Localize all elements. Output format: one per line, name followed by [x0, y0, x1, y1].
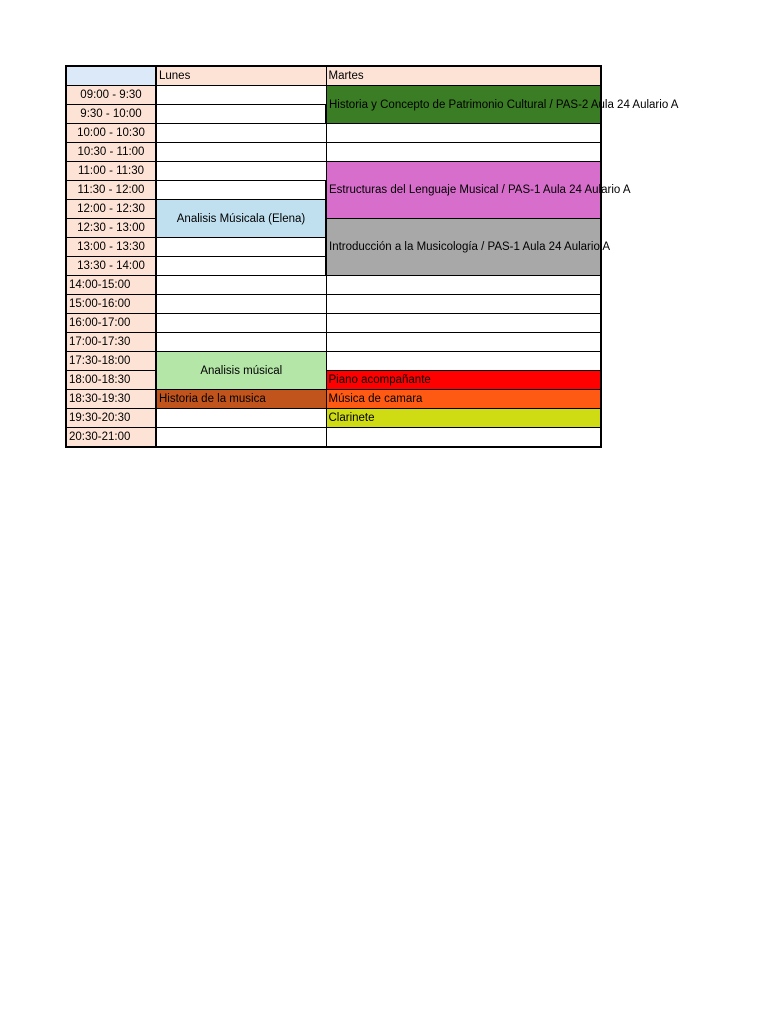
- lunes-cell[interactable]: [156, 143, 326, 162]
- table-row: [66, 86, 601, 105]
- table-row: [66, 219, 601, 238]
- lunes-cell[interactable]: [156, 333, 326, 352]
- lunes-cell[interactable]: [156, 428, 326, 448]
- time-cell[interactable]: 17:30-18:00: [66, 352, 156, 371]
- martes-cell[interactable]: [326, 314, 601, 333]
- lunes-cell[interactable]: [156, 105, 326, 124]
- event-historia-patrimonio[interactable]: Historia y Concepto de Patrimonio Cultural / PAS-2 Aula 24 Aulario A: [326, 86, 601, 124]
- martes-cell[interactable]: [326, 124, 601, 143]
- time-cell[interactable]: 13:00 - 13:30: [66, 238, 156, 257]
- time-cell[interactable]: 11:30 - 12:00: [66, 181, 156, 200]
- table-row: [66, 333, 601, 352]
- header-row: [66, 66, 601, 86]
- time-cell[interactable]: 9:30 - 10:00: [66, 105, 156, 124]
- time-cell[interactable]: 17:00-17:30: [66, 333, 156, 352]
- time-cell[interactable]: 11:00 - 11:30: [66, 162, 156, 181]
- lunes-cell[interactable]: [156, 162, 326, 181]
- lunes-cell[interactable]: [156, 409, 326, 428]
- table-row: [66, 428, 601, 448]
- time-cell[interactable]: 12:00 - 12:30: [66, 200, 156, 219]
- event-historia-musica[interactable]: Historia de la musica: [156, 390, 326, 409]
- event-musica-camara[interactable]: Música de camara: [326, 390, 601, 409]
- lunes-cell[interactable]: [156, 86, 326, 105]
- time-cell[interactable]: 18:30-19:30: [66, 390, 156, 409]
- lunes-cell[interactable]: [156, 257, 326, 276]
- event-clarinete[interactable]: Clarinete: [326, 409, 601, 428]
- lunes-cell[interactable]: [156, 314, 326, 333]
- table-row: [66, 390, 601, 409]
- event-analisis-musical[interactable]: Analisis músical: [156, 352, 326, 390]
- schedule-sheet: [65, 65, 679, 448]
- corner-cell[interactable]: [66, 66, 156, 86]
- martes-cell[interactable]: [326, 295, 601, 314]
- event-estructuras[interactable]: Estructuras del Lenguaje Musical / PAS-1 Aula 24 Aulario A: [326, 162, 601, 219]
- table-row: [66, 371, 601, 390]
- table-row: [66, 314, 601, 333]
- table-row: [66, 409, 601, 428]
- day-header-martes[interactable]: Martes: [326, 66, 601, 86]
- time-cell[interactable]: 13:30 - 14:00: [66, 257, 156, 276]
- lunes-cell[interactable]: [156, 124, 326, 143]
- event-introduccion[interactable]: Introducción a la Musicología / PAS-1 Aula 24 Aulario A: [326, 219, 601, 276]
- time-cell[interactable]: 14:00-15:00: [66, 276, 156, 295]
- table-row: [66, 143, 601, 162]
- martes-cell[interactable]: [326, 276, 601, 295]
- event-analisis-elena[interactable]: Analisis Músicala (Elena): [156, 200, 326, 238]
- event-piano[interactable]: Piano acompañante: [326, 371, 601, 390]
- table-row: [66, 295, 601, 314]
- time-cell[interactable]: 19:30-20:30: [66, 409, 156, 428]
- martes-cell[interactable]: [326, 143, 601, 162]
- martes-cell[interactable]: [326, 428, 601, 448]
- lunes-cell[interactable]: [156, 276, 326, 295]
- lunes-cell[interactable]: [156, 181, 326, 200]
- table-row: [66, 352, 601, 371]
- time-cell[interactable]: 10:30 - 11:00: [66, 143, 156, 162]
- schedule-table: [65, 65, 679, 448]
- time-cell[interactable]: 09:00 - 9:30: [66, 86, 156, 105]
- day-header-lunes[interactable]: Lunes: [156, 66, 326, 86]
- time-cell[interactable]: 18:00-18:30: [66, 371, 156, 390]
- table-row: [66, 162, 601, 181]
- martes-cell[interactable]: [326, 333, 601, 352]
- table-row: [66, 276, 601, 295]
- lunes-cell[interactable]: [156, 238, 326, 257]
- table-row: [66, 124, 601, 143]
- lunes-cell[interactable]: [156, 295, 326, 314]
- time-cell[interactable]: 10:00 - 10:30: [66, 124, 156, 143]
- martes-cell[interactable]: [326, 352, 601, 371]
- time-cell[interactable]: 20:30-21:00: [66, 428, 156, 448]
- time-cell[interactable]: 12:30 - 13:00: [66, 219, 156, 238]
- time-cell[interactable]: 15:00-16:00: [66, 295, 156, 314]
- time-cell[interactable]: 16:00-17:00: [66, 314, 156, 333]
